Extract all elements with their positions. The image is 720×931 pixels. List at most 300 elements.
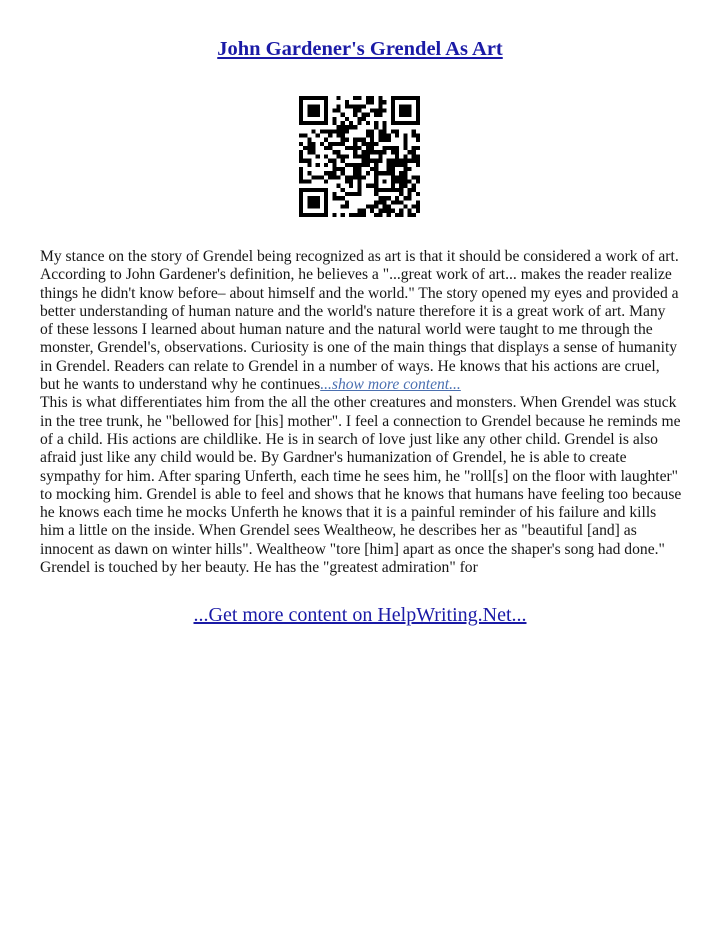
qr-module (324, 121, 328, 125)
qr-module (332, 109, 336, 113)
qr-module (332, 129, 336, 133)
qr-module (374, 213, 378, 217)
qr-module (341, 196, 345, 200)
qr-module (391, 188, 395, 192)
qr-module (387, 163, 391, 167)
qr-module (416, 100, 420, 104)
qr-module (362, 138, 366, 142)
qr-module (399, 104, 403, 108)
qr-module (357, 179, 361, 183)
qr-module (299, 167, 303, 171)
qr-module (399, 96, 403, 100)
qr-module (407, 96, 411, 100)
qr-module (341, 134, 345, 138)
qr-module (412, 213, 416, 217)
qr-module (399, 109, 403, 113)
qr-module (353, 213, 357, 217)
qr-module (391, 117, 395, 121)
qr-module (341, 171, 345, 175)
qr-module (316, 121, 320, 125)
qr-module (391, 150, 395, 154)
qr-module (374, 188, 378, 192)
qr-module (320, 188, 324, 192)
qr-module (378, 104, 382, 108)
qr-module (403, 159, 407, 163)
qr-module (353, 125, 357, 129)
qr-module (357, 184, 361, 188)
qr-module (391, 167, 395, 171)
qr-module (391, 175, 395, 179)
qr-module (407, 113, 411, 117)
qr-module (412, 96, 416, 100)
qr-module (349, 125, 353, 129)
qr-module (337, 184, 341, 188)
qr-module (407, 159, 411, 163)
qr-module (324, 104, 328, 108)
qr-module (403, 204, 407, 208)
qr-module (353, 109, 357, 113)
qr-module (341, 121, 345, 125)
qr-module (332, 192, 336, 196)
qr-module (412, 146, 416, 150)
qr-module (337, 125, 341, 129)
qr-module (370, 159, 374, 163)
qr-module (307, 188, 311, 192)
qr-module (357, 188, 361, 192)
qr-module (382, 179, 386, 183)
qr-module (353, 104, 357, 108)
qr-module (303, 96, 307, 100)
qr-module (407, 150, 411, 154)
qr-module (328, 171, 332, 175)
qr-module (332, 175, 336, 179)
qr-module (316, 200, 320, 204)
qr-module (316, 154, 320, 158)
qr-module (332, 196, 336, 200)
qr-module (378, 96, 382, 100)
qr-module (353, 192, 357, 196)
qr-module (378, 109, 382, 113)
qr-module (407, 104, 411, 108)
qr-module (366, 113, 370, 117)
qr-module (353, 113, 357, 117)
qr-module (362, 209, 366, 213)
qr-module (324, 100, 328, 104)
qr-module (370, 167, 374, 171)
qr-module (303, 121, 307, 125)
qr-module (399, 209, 403, 213)
qr-module (391, 100, 395, 104)
qr-module (353, 154, 357, 158)
qr-module (366, 171, 370, 175)
qr-module (324, 163, 328, 167)
qr-module (320, 96, 324, 100)
qr-module (312, 142, 316, 146)
qr-module (320, 142, 324, 146)
qr-module (312, 213, 316, 217)
qr-module (387, 159, 391, 163)
qr-module (382, 200, 386, 204)
qr-module (299, 154, 303, 158)
qr-module (378, 213, 382, 217)
qr-module (378, 138, 382, 142)
qr-module (312, 188, 316, 192)
qr-module (341, 159, 345, 163)
qr-module (399, 184, 403, 188)
qr-module (324, 154, 328, 158)
qr-module (366, 163, 370, 167)
qr-module (307, 113, 311, 117)
paragraph-1-text: My stance on the story of Grendel being recognized as art is that it should be considered a work of art. According to John Gardener's definition, he believes a "...great work of art... makes the reader realize things he didn't know before– about himself and the world." The story opened my eyes and provided a better understanding of human nature and the world's nature therefore it is a great work of art. Many of these lessons I learned about human nature and the natural world were taught to me through the monster, Grendel's, observations. Curiosity is one of the main things that displays a sense of humanity in Grendel. Readers can relate to Grendel in a number of ways. He knows that his actions are cruel, but he wants to understand why he continues (40, 248, 679, 394)
qr-module (316, 213, 320, 217)
qr-module (307, 196, 311, 200)
qr-module (378, 134, 382, 138)
qr-module (332, 121, 336, 125)
qr-module (337, 109, 341, 113)
qr-module (374, 184, 378, 188)
qr-module (357, 192, 361, 196)
qr-module (307, 146, 311, 150)
qr-module (345, 179, 349, 183)
qr-module (374, 200, 378, 204)
qr-module (416, 159, 420, 163)
qr-module (374, 175, 378, 179)
qr-module (370, 109, 374, 113)
qr-module (403, 113, 407, 117)
qr-module (357, 96, 361, 100)
qr-module (345, 129, 349, 133)
qr-module (312, 196, 316, 200)
qr-module (312, 113, 316, 117)
qr-module (387, 188, 391, 192)
qr-module (299, 142, 303, 146)
qr-module (312, 150, 316, 154)
qr-module (378, 100, 382, 104)
qr-module (341, 154, 345, 158)
qr-module (337, 142, 341, 146)
qr-module (407, 213, 411, 217)
qr-module (353, 138, 357, 142)
qr-module (387, 138, 391, 142)
qr-module (324, 117, 328, 121)
qr-module (345, 117, 349, 121)
qr-module (391, 163, 395, 167)
qr-module (328, 142, 332, 146)
qr-module (312, 96, 316, 100)
qr-module (412, 175, 416, 179)
qr-module (403, 154, 407, 158)
qr-module (299, 179, 303, 183)
qr-module (307, 96, 311, 100)
qr-module (395, 150, 399, 154)
qr-module (403, 163, 407, 167)
qr-module (307, 109, 311, 113)
qr-module (303, 159, 307, 163)
qr-module (370, 209, 374, 213)
show-more-link[interactable]: ...show more content... (320, 376, 461, 394)
qr-module (378, 159, 382, 163)
qr-module (378, 129, 382, 133)
qr-module (382, 100, 386, 104)
qr-module (299, 113, 303, 117)
qr-module (341, 167, 345, 171)
qr-module (407, 121, 411, 125)
qr-module (382, 209, 386, 213)
qr-module (299, 171, 303, 175)
document-title[interactable]: John Gardener's Grendel As Art (217, 38, 503, 60)
qr-module (403, 142, 407, 146)
qr-module (328, 159, 332, 163)
qr-module (324, 200, 328, 204)
qr-module (328, 134, 332, 138)
qr-module (382, 125, 386, 129)
qr-module (299, 188, 303, 192)
qr-module (403, 109, 407, 113)
qr-module (403, 175, 407, 179)
qr-module (362, 213, 366, 217)
qr-module (299, 200, 303, 204)
qr-module (395, 213, 399, 217)
qr-module (353, 96, 357, 100)
qr-module (374, 192, 378, 196)
qr-module (382, 129, 386, 133)
qr-module (399, 113, 403, 117)
qr-module (399, 163, 403, 167)
qr-module (345, 200, 349, 204)
qr-module (324, 213, 328, 217)
qr-module (382, 146, 386, 150)
qr-module (399, 175, 403, 179)
qr-module (366, 134, 370, 138)
qr-module (412, 129, 416, 133)
qr-module (370, 129, 374, 133)
qr-module (341, 113, 345, 117)
qr-module (337, 129, 341, 133)
qr-module (316, 134, 320, 138)
qr-module (374, 179, 378, 183)
qr-module (399, 213, 403, 217)
qr-module (357, 163, 361, 167)
qr-module (387, 204, 391, 208)
qr-module (307, 171, 311, 175)
qr-module (382, 188, 386, 192)
qr-module (395, 200, 399, 204)
qr-module (332, 167, 336, 171)
qr-module (307, 179, 311, 183)
qr-module (345, 146, 349, 150)
qr-module (316, 204, 320, 208)
qr-module (345, 154, 349, 158)
qr-module (349, 121, 353, 125)
qr-module (416, 163, 420, 167)
qr-module (412, 159, 416, 163)
qr-module (407, 196, 411, 200)
qr-module (362, 117, 366, 121)
qr-module (328, 146, 332, 150)
qr-module (332, 163, 336, 167)
essay-body (40, 248, 682, 577)
qr-module (416, 204, 420, 208)
qr-module (332, 171, 336, 175)
qr-module (403, 184, 407, 188)
qr-module (324, 171, 328, 175)
qr-module (391, 96, 395, 100)
qr-module (332, 213, 336, 217)
qr-module (366, 146, 370, 150)
qr-module (357, 171, 361, 175)
qr-module (299, 100, 303, 104)
qr-module (416, 113, 420, 117)
qr-module (341, 138, 345, 142)
qr-module (341, 213, 345, 217)
qr-module (316, 188, 320, 192)
qr-module (349, 184, 353, 188)
qr-module (357, 154, 361, 158)
qr-module (324, 113, 328, 117)
qr-module (328, 175, 332, 179)
qr-module (299, 134, 303, 138)
qr-module (307, 150, 311, 154)
qr-module (341, 188, 345, 192)
qr-module (374, 163, 378, 167)
qr-module (395, 96, 399, 100)
qr-module (374, 113, 378, 117)
qr-module (316, 196, 320, 200)
qr-module (395, 129, 399, 133)
qr-module (378, 196, 382, 200)
qr-module (353, 167, 357, 171)
qr-module (303, 146, 307, 150)
qr-module (316, 163, 320, 167)
qr-module (416, 121, 420, 125)
qr-module (370, 138, 374, 142)
qr-module (353, 142, 357, 146)
qr-module (312, 175, 316, 179)
qr-module (370, 142, 374, 146)
qr-module (357, 117, 361, 121)
qr-module (407, 188, 411, 192)
qr-module (307, 200, 311, 204)
qr-module (374, 125, 378, 129)
qr-module (403, 196, 407, 200)
qr-module (416, 146, 420, 150)
qr-module (341, 125, 345, 129)
qr-module (353, 150, 357, 154)
qr-module (357, 167, 361, 171)
qr-module (399, 159, 403, 163)
qr-module (407, 192, 411, 196)
qr-module (391, 113, 395, 117)
qr-module (366, 100, 370, 104)
qr-module (416, 109, 420, 113)
qr-module (345, 100, 349, 104)
qr-module (378, 150, 382, 154)
qr-module (357, 146, 361, 150)
qr-module (366, 142, 370, 146)
qr-module (387, 196, 391, 200)
qr-module (299, 104, 303, 108)
qr-module (362, 104, 366, 108)
qr-module (366, 204, 370, 208)
qr-module (395, 159, 399, 163)
qr-module (337, 167, 341, 171)
qr-module (320, 175, 324, 179)
get-more-content-link[interactable]: ...Get more content on HelpWriting.Net... (193, 604, 527, 626)
qr-module (403, 138, 407, 142)
qr-module (307, 213, 311, 217)
qr-module (357, 138, 361, 142)
qr-module (387, 134, 391, 138)
qr-module (345, 125, 349, 129)
qr-module (370, 150, 374, 154)
qr-module (366, 121, 370, 125)
qr-module (382, 150, 386, 154)
qr-module (374, 204, 378, 208)
qr-module (357, 104, 361, 108)
qr-module (382, 121, 386, 125)
qr-module (324, 179, 328, 183)
qr-module (324, 138, 328, 142)
qr-module (341, 142, 345, 146)
qr-module (312, 121, 316, 125)
qr-module (324, 192, 328, 196)
qr-module (382, 134, 386, 138)
qr-module (312, 109, 316, 113)
qr-module (349, 179, 353, 183)
qr-module (337, 196, 341, 200)
essay-paragraph-2: This is what differentiates him from the all the other creatures and monsters. When Grendel was stuck in the tree trunk, he "bellowed for [his] mother". I feel a connection to Grendel because he reminds me of a child. His actions are childlike. He is in search of love just like any other child. Grendel is also afraid just like any child would be. By Gardner's humanization of Grendel, he is able to create sympathy for him. After sparing Unferth, each time he sees him, he "roll[s] on the floor with laughter" to mocking him. Grendel is able to feel and shows that he knows that humans have feeling too because he knows each time he mocks Unferth he knows that it is a painful reminder of his failure and kills him a little on the inside. When Grendel sees Wealtheow, he describes her as "beautiful [and] as innocent as dawn on winter hills". Wealtheow "tore [him] apart as once the shaper's song had done." Grendel is touched by her beauty. He has the "greatest admiration" for (40, 394, 682, 577)
qr-module (387, 171, 391, 175)
qr-module (341, 204, 345, 208)
qr-module (382, 171, 386, 175)
qr-module (391, 200, 395, 204)
qr-module (345, 175, 349, 179)
qr-module (303, 188, 307, 192)
qr-module (349, 163, 353, 167)
qr-module (416, 134, 420, 138)
qr-module (412, 188, 416, 192)
qr-module (416, 200, 420, 204)
qr-module (345, 104, 349, 108)
qr-module (395, 188, 399, 192)
qr-module (412, 204, 416, 208)
qr-module (399, 171, 403, 175)
qr-module (324, 209, 328, 213)
qr-module (320, 121, 324, 125)
qr-module (362, 150, 366, 154)
qr-module (387, 209, 391, 213)
qr-module (403, 134, 407, 138)
qr-module (416, 209, 420, 213)
qr-module (353, 171, 357, 175)
qr-module (412, 121, 416, 125)
qr-module (416, 154, 420, 158)
qr-module (324, 196, 328, 200)
qr-module (324, 109, 328, 113)
qr-module (345, 163, 349, 167)
qr-module (307, 142, 311, 146)
qr-module (378, 200, 382, 204)
qr-module (370, 204, 374, 208)
qr-module (349, 175, 353, 179)
qr-module (353, 175, 357, 179)
qr-module (316, 109, 320, 113)
qr-module (391, 129, 395, 133)
qr-module (299, 213, 303, 217)
qr-module (416, 104, 420, 108)
qr-module (299, 159, 303, 163)
qr-module (416, 192, 420, 196)
